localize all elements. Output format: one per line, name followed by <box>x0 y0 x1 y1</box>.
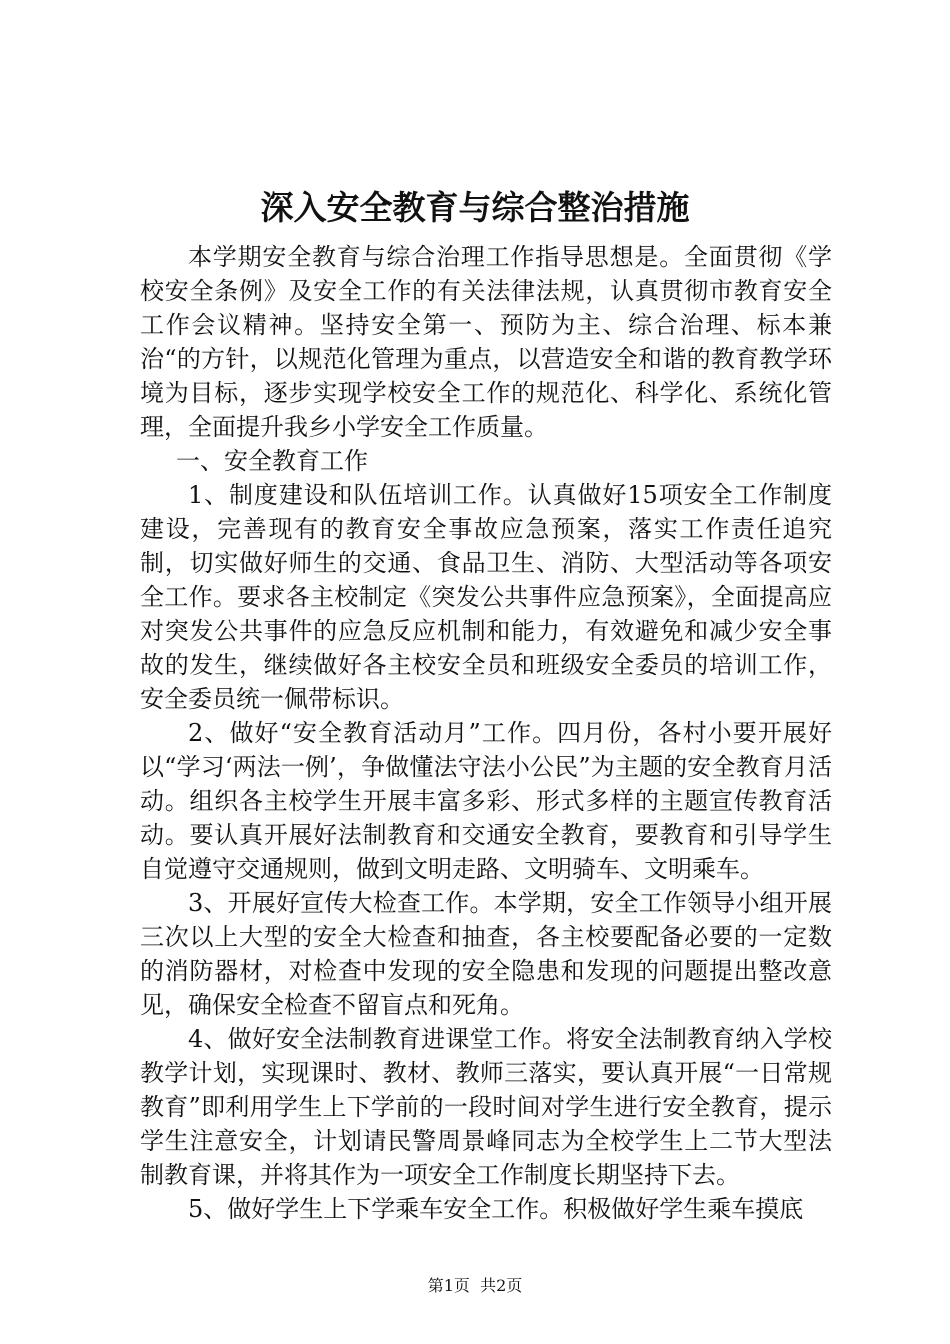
intro-paragraph: 本学期安全教育与综合治理工作指导思想是。全面贯彻《学校安全条例》及安全工作的有关法律法规，认真贯彻市教育安全工作会议精神。坚持安全第一、预防为主、综合治理、标本兼治“的方针，以规范化管理为重点，以营造安全和谐的教育教学环境为目标，逐步实现学校安全工作的规范化、科学化、系统化管理，全面提升我乡小学安全工作质量。 <box>140 243 832 441</box>
item-paragraph-4: 4、做好安全法制教育进课堂工作。将安全法制教育纳入学校教学计划，实现课时、教材、教师三落实，要认真开展“一日常规教育”即利用学生上下学前的一段时间对学生进行安全教育，提示学生注意安全，计划请民警周景峰同志为全校学生上二节大型法制教育课，并将其作为一项安全工作制度长期坚持下去。 <box>140 1025 832 1189</box>
item-paragraph-3: 3、开展好宣传大检查工作。本学期，安全工作领导小组开展三次以上大型的安全大检查和抽查，各主校要配备必要的一定数的消防器材，对检查中发现的安全隐患和发现的问题提出整改意见，确保安全检查不留盲点和死角。 <box>140 889 832 1019</box>
page-footer <box>0 1274 950 1298</box>
page-number: 第1页 共2页 <box>427 1276 523 1295</box>
document-body <box>140 240 832 1226</box>
item-paragraph-1: 1、制度建设和队伍培训工作。认真做好15项安全工作制度建设，完善现有的教育安全事故应急预案，落实工作责任追究制，切实做好师生的交通、食品卫生、消防、大型活动等各项安全工作。要求各主校制定《突发公共事件应急预案》，全面提高应对突发公共事件的应急反应机制和能力，有效避免和减少安全事故的发生，继续做好各主校安全员和班级安全委员的培训工作，安全委员统一佩带标识。 <box>140 481 832 713</box>
document-title: 深入安全教育与综合整治措施 <box>260 188 690 227</box>
section-heading: 一、安全教育工作 <box>176 447 368 475</box>
item-paragraph-2: 2、做好“安全教育活动月”工作。四月份，各村小要开展好以“学习‘两法一例’，争做懂法守法小公民”为主题的安全教育月活动。组织各主校学生开展丰富多彩、形式多样的主题宣传教育活动。要认真开展好法制教育和交通安全教育，要教育和引导学生自觉遵守交通规则，做到文明走路、文明骑车、文明乘车。 <box>140 719 832 883</box>
item-paragraph-5: 5、做好学生上下学乘车安全工作。积极做好学生乘车摸底 <box>188 1195 804 1223</box>
